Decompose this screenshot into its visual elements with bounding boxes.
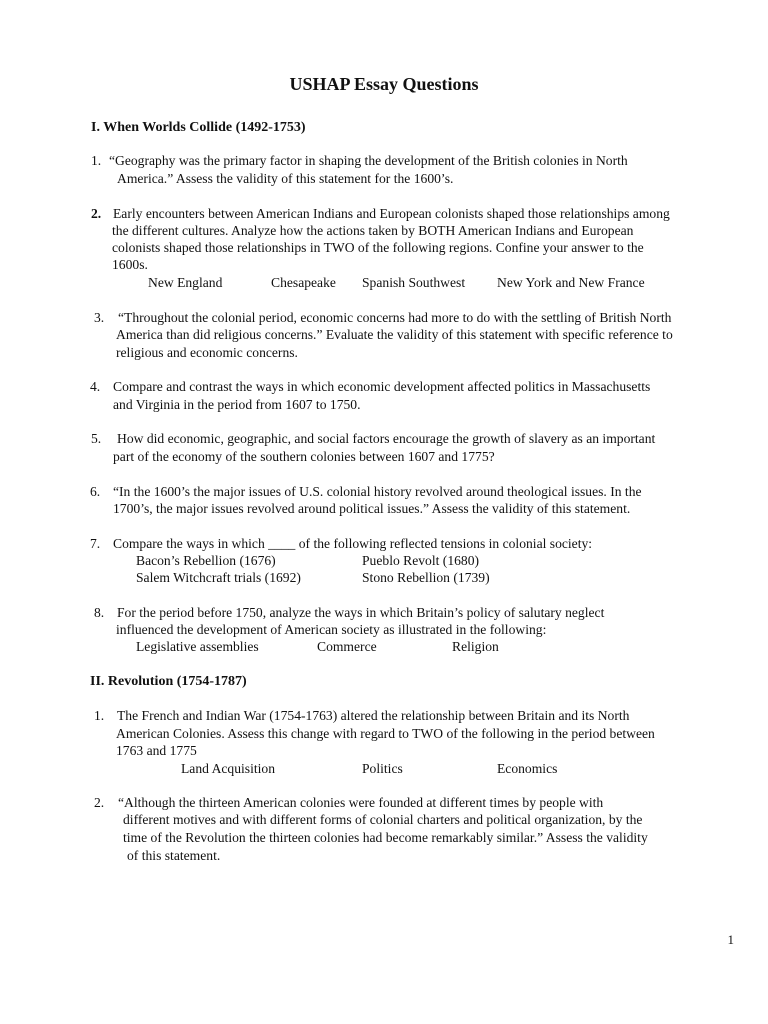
question-line: and Virginia in the period from 1607 to 1750. bbox=[113, 397, 361, 412]
question-line: “Geography was the primary factor in shaping the development of the British colonies in North bbox=[109, 153, 628, 168]
option-item: Bacon’s Rebellion (1676) bbox=[136, 553, 276, 568]
option-item: Land Acquisition bbox=[181, 761, 276, 776]
option-item: Spanish Southwest bbox=[362, 275, 466, 290]
question-line: 1700’s, the major issues revolved around political issues.” Assess the validity of this statement. bbox=[113, 501, 631, 516]
question-number: 5. bbox=[91, 431, 102, 446]
question-number: 2. bbox=[94, 795, 105, 810]
question-line: of this statement. bbox=[127, 848, 221, 863]
question-number: 1. bbox=[91, 153, 102, 168]
question-number: 3. bbox=[94, 310, 105, 325]
question-line: “In the 1600’s the major issues of U.S. colonial history revolved around theological issues. In the bbox=[113, 484, 642, 499]
option-item: Salem Witchcraft trials (1692) bbox=[136, 570, 301, 585]
question-line: The French and Indian War (1754-1763) altered the relationship between Britain and its North bbox=[117, 708, 630, 723]
question-line: “Although the thirteen American colonies were founded at different times by people with bbox=[118, 795, 604, 810]
question-line: different motives and with different forms of colonial charters and political organization, by the bbox=[123, 812, 643, 827]
question-line: American Colonies. Assess this change with regard to TWO of the following in the period between bbox=[116, 726, 655, 741]
option-item: New York and New France bbox=[497, 275, 645, 290]
page-number: 1 bbox=[727, 932, 734, 947]
question-line: the different cultures. Analyze how the actions taken by BOTH American Indians and European bbox=[112, 223, 634, 238]
question-number: 1. bbox=[94, 708, 105, 723]
option-item: Commerce bbox=[317, 639, 377, 654]
question-number: 7. bbox=[90, 536, 101, 551]
option-item: Religion bbox=[452, 639, 499, 654]
question-number: 4. bbox=[90, 379, 101, 394]
question-line: Compare the ways in which ____ of the following reflected tensions in colonial society: bbox=[113, 536, 593, 551]
question-line: Early encounters between American Indians and European colonists shaped those relationships among bbox=[113, 206, 670, 221]
section-heading-2: II. Revolution (1754-1787) bbox=[90, 674, 247, 689]
option-item: Pueblo Revolt (1680) bbox=[362, 553, 480, 568]
document-title: USHAP Essay Questions bbox=[289, 74, 479, 94]
question-line: time of the Revolution the thirteen colonies had become remarkably similar.” Assess the validity bbox=[123, 830, 648, 845]
option-item: Chesapeake bbox=[271, 275, 336, 290]
question-line: 1600s. bbox=[112, 257, 148, 272]
question-line: Compare and contrast the ways in which economic development affected politics in Massachusetts bbox=[113, 379, 651, 394]
option-item: Legislative assemblies bbox=[136, 639, 259, 654]
question-number: 2. bbox=[91, 206, 102, 221]
question-line: part of the economy of the southern colonies between 1607 and 1775? bbox=[113, 449, 495, 464]
question-line: “Throughout the colonial period, economic concerns had more to do with the settling of British North bbox=[118, 310, 672, 325]
question-line: America.” Assess the validity of this statement for the 1600’s. bbox=[117, 171, 454, 186]
question-number: 8. bbox=[94, 605, 105, 620]
option-item: Stono Rebellion (1739) bbox=[362, 570, 490, 585]
question-line: 1763 and 1775 bbox=[116, 743, 197, 758]
option-item: Economics bbox=[497, 761, 558, 776]
question-line: influenced the development of American society as illustrated in the following: bbox=[116, 622, 547, 637]
question-number: 6. bbox=[90, 484, 101, 499]
question-line: colonists shaped those relationships in TWO of the following regions. Confine your answer to the bbox=[112, 240, 644, 255]
question-line: religious and economic concerns. bbox=[116, 345, 298, 360]
section-heading-1: I. When Worlds Collide (1492-1753) bbox=[91, 120, 306, 135]
question-line: For the period before 1750, analyze the ways in which Britain’s policy of salutary neglect bbox=[117, 605, 605, 620]
option-item: New England bbox=[148, 275, 223, 290]
question-line: How did economic, geographic, and social factors encourage the growth of slavery as an important bbox=[117, 431, 656, 446]
question-line: America than did religious concerns.” Evaluate the validity of this statement with specific reference to bbox=[116, 327, 673, 342]
option-item: Politics bbox=[362, 761, 403, 776]
